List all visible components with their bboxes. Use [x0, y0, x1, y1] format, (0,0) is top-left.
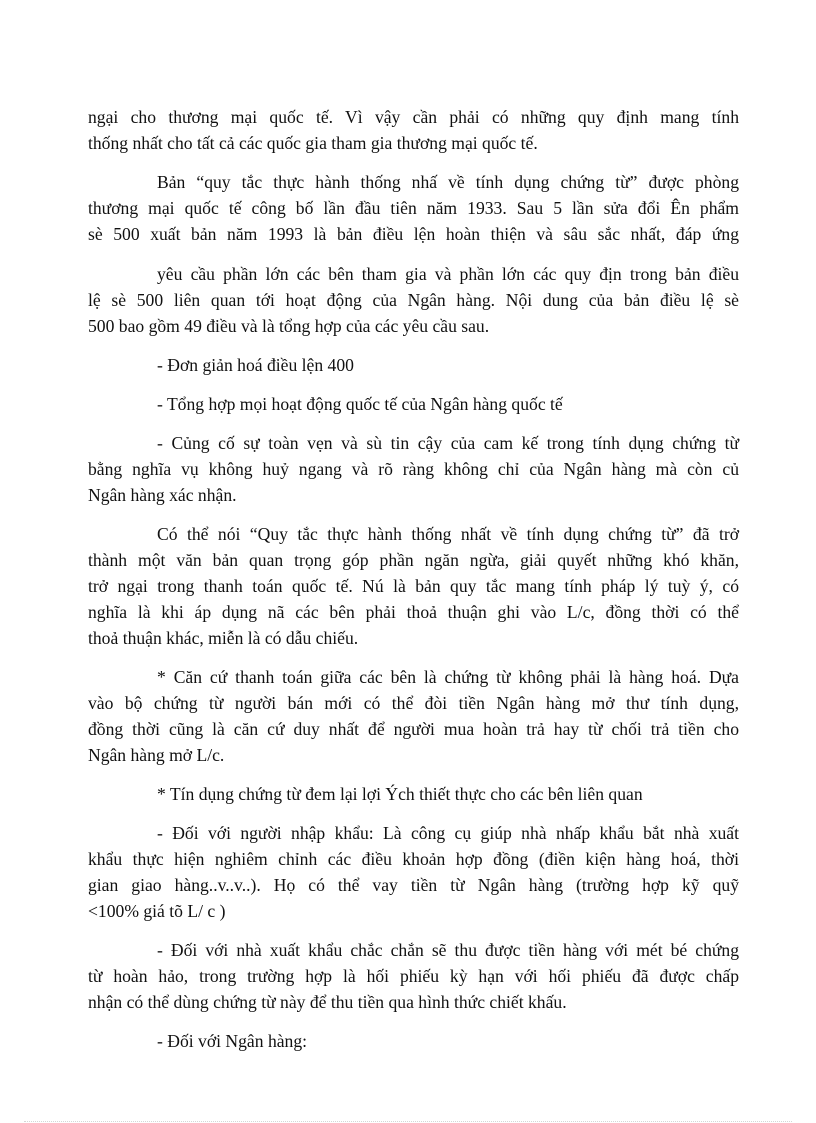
text-line: <100% giá tõ L/ c ) — [88, 901, 226, 921]
paragraph-ucp-requirements — [88, 261, 739, 339]
text-line: yêu cầu phần lớn các bên tham gia và phần lớn các quy địn trong bản điều — [157, 264, 739, 284]
text-line: nhận có thể dùng chứng từ này để thu tiền qua hình thức chiết khấu. — [88, 992, 567, 1012]
text-line: thành một văn bản quan trọng góp phần ngăn ngừa, giải quyết những khó khăn, — [88, 550, 739, 570]
text-line: nghĩa là khi áp dụng nã các bên phải thoả thuận ghi vào L/c, đồng thời có thể — [88, 602, 739, 622]
text-line: sè 500 xuất bản năm 1993 là bản điều lện hoàn thiện và sâu sắc nhất, đáp ứng — [88, 224, 739, 244]
text-line: khẩu thực hiện nghiêm chỉnh các điều khoản hợp đồng (điền kiện hàng hoá, thời — [88, 849, 739, 869]
text-line: vào bộ chứng từ người bán mới có thể đòi tiền Ngân hàng mở thư tính dụng, — [88, 693, 739, 713]
list-item-importer — [88, 820, 739, 924]
paragraph-ucp-importance — [88, 521, 739, 651]
text-line: Có thể nói “Quy tắc thực hành thống nhất về tính dụng chứng từ” đã trở — [157, 524, 739, 544]
text-line: trở ngại trong thanh toán quốc tế. Nú là bản quy tắc mang tính pháp lý tuỳ ý, có — [88, 576, 739, 596]
list-item-consolidate — [88, 391, 739, 417]
text-line: - Đơn giản hoá điều lện 400 — [157, 355, 354, 375]
text-line: từ hoàn hảo, trong trường hợp là hối phiếu kỳ hạn với hối phiếu đã được chấp — [88, 966, 739, 986]
text-line: - Đối với nhà xuất khẩu chắc chắn sẽ thu được tiền hàng với mét bé chứng — [157, 940, 739, 960]
paragraph-continuation — [88, 104, 739, 156]
text-line: - Tổng hợp mọi hoạt động quốc tế của Ngân hàng quốc tế — [157, 394, 563, 414]
list-item-simplify — [88, 352, 739, 378]
text-line: gian giao hàng..v..v..). Họ có thể vay tiền từ Ngân hàng (trường hợp kỹ quỹ — [88, 875, 739, 895]
text-line: thoả thuận khác, miễn là có dẫu chiếu. — [88, 628, 359, 648]
page-bottom-divider — [24, 1121, 792, 1122]
paragraph-payment-basis — [88, 664, 739, 768]
text-line: * Tín dụng chứng từ đem lại lợi Ých thiết thực cho các bên liên quan — [157, 784, 643, 804]
text-line: bằng nghĩa vụ không huỷ ngang và rõ ràng không chỉ của Ngân hàng mà còn củ — [88, 459, 739, 479]
text-line: - Đối với người nhập khẩu: Là công cụ giúp nhà nhấp khẩu bắt nhà xuất — [157, 823, 739, 843]
text-line: 500 bao gồm 49 điều và là tổng hợp của các yêu cầu sau. — [88, 316, 490, 336]
paragraph-ucp-intro — [88, 169, 739, 247]
text-line: lệ sè 500 liên quan tới hoạt động của Ngân hàng. Nội dung của bản điều lệ sè — [88, 290, 739, 310]
text-line: * Căn cứ thanh toán giữa các bên là chứng từ không phải là hàng hoá. Dựa — [157, 667, 739, 687]
text-line: ngại cho thương mại quốc tế. Vì vậy cần phải có những quy định mang tính — [88, 107, 739, 127]
text-line: thống nhất cho tất cả các quốc gia tham gia thương mại quốc tế. — [88, 133, 538, 153]
text-line: Bản “quy tắc thực hành thống nhấ về tính dụng chứng từ” được phòng — [157, 172, 739, 192]
document-body — [88, 104, 739, 1067]
list-item-exporter — [88, 937, 739, 1015]
list-item-bank — [88, 1028, 739, 1054]
text-line: Ngân hàng xác nhận. — [88, 485, 237, 505]
list-item-strengthen — [88, 430, 739, 508]
text-line: - Đối với Ngân hàng: — [157, 1031, 308, 1051]
text-line: đồng thời cũng là căn cứ duy nhất để người mua hoàn trả hay từ chối trả tiền cho — [88, 719, 739, 739]
paragraph-benefits-heading — [88, 781, 739, 807]
text-line: - Củng cố sự toàn vẹn và sù tin cậy của cam kế trong tính dụng chứng từ — [157, 433, 739, 453]
text-line: Ngân hàng mở L/c. — [88, 745, 225, 765]
text-line: thương mại quốc tế công bố lần đầu tiên năm 1933. Sau 5 lần sửa đổi Ên phẩm — [88, 198, 739, 218]
